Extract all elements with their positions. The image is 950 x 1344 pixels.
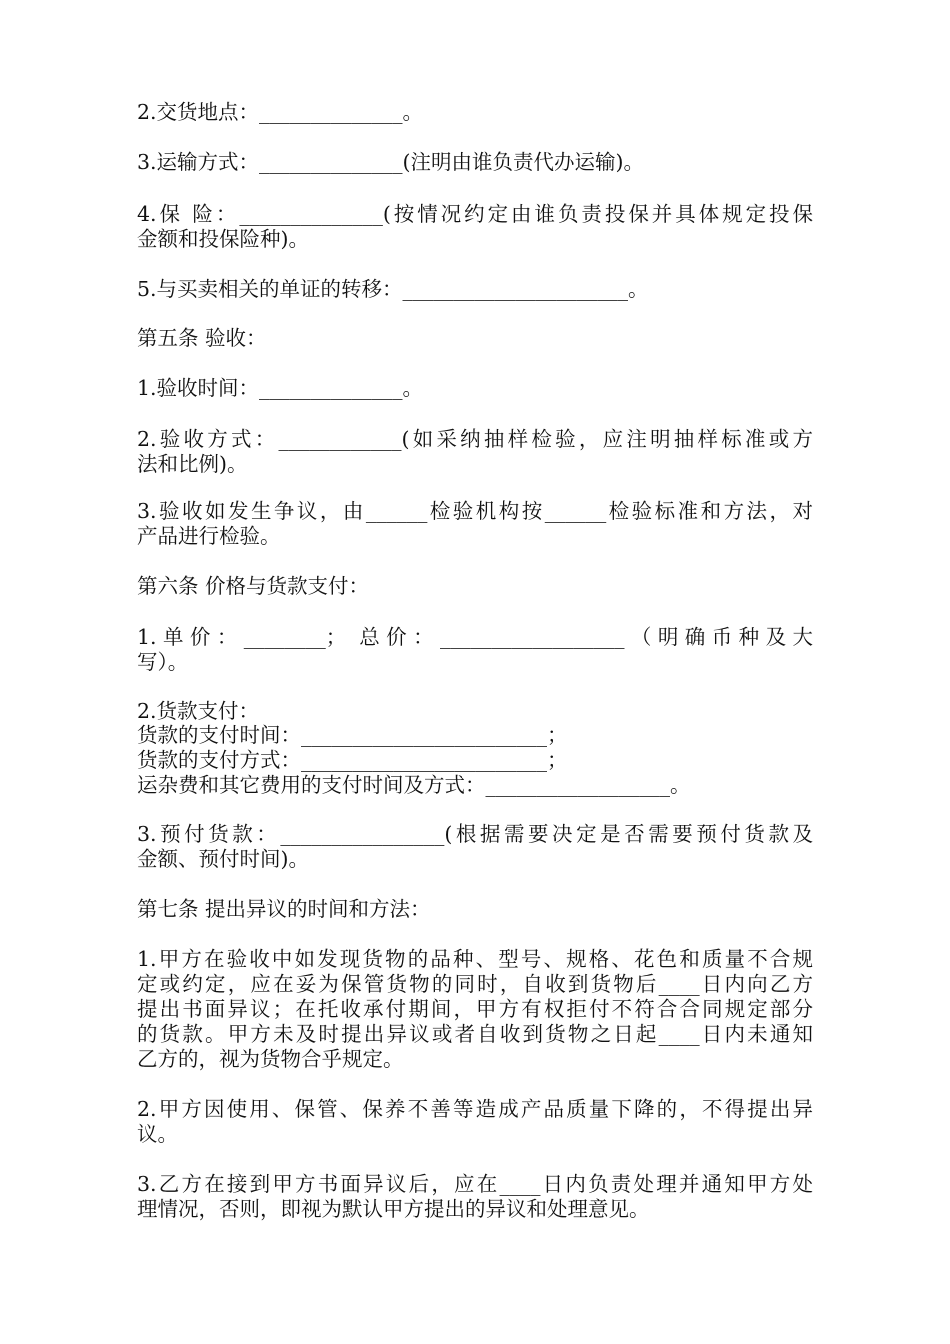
clause-6-item-1-price-line-2: 写）。 xyxy=(137,650,189,674)
clause-4-item-2-delivery-place: 2.交货地点：______________。 xyxy=(137,100,424,124)
clause-5-item-3-dispute-line-1: 3.验收如发生争议，由______检验机构按______检验标准和方法，对 xyxy=(137,499,813,523)
clause-7-item-1-line-5: 乙方的，视为货物合乎规定。 xyxy=(137,1047,404,1071)
clause-4-item-4-insurance-line-2: 金额和投保险种)。 xyxy=(137,227,309,251)
clause-5-item-2-inspection-method-line-2: 法和比例)。 xyxy=(137,452,248,476)
clause-7-item-1-line-1: 1.甲方在验收中如发现货物的品种、型号、规格、花色和质量不合规 xyxy=(137,947,813,971)
clause-6-item-2-other-fees: 运杂费和其它费用的支付时间及方式：__________________。 xyxy=(137,773,691,797)
clause-7-item-1-line-3: 提出书面异议；在托收承付期间，甲方有权拒付不符合合同规定部分 xyxy=(137,997,813,1021)
clause-6-item-2-payment-heading: 2.货款支付： xyxy=(137,699,260,723)
clause-7-item-2-line-1: 2.甲方因使用、保管、保养不善等造成产品质量下降的，不得提出异 xyxy=(137,1097,813,1121)
clause-7-item-1-line-2: 定或约定，应在妥为保管货物的同时，自收到货物后____日内向乙方 xyxy=(137,972,813,996)
clause-5-heading: 第五条 验收： xyxy=(137,326,267,350)
clause-4-item-5-documents-transfer: 5.与买卖相关的单证的转移：______________________。 xyxy=(137,277,649,301)
clause-7-item-3-line-2: 理情况，否则，即视为默认甲方提出的异议和处理意见。 xyxy=(137,1197,650,1221)
clause-5-item-3-dispute-line-2: 产品进行检验。 xyxy=(137,524,281,548)
clause-6-heading: 第六条 价格与货款支付： xyxy=(137,574,370,598)
clause-5-item-1-inspection-time: 1.验收时间：______________。 xyxy=(137,376,424,400)
clause-6-item-2-payment-time: 货款的支付时间：________________________； xyxy=(137,723,568,747)
clause-7-item-3-line-1: 3.乙方在接到甲方书面异议后，应在____日内负责处理并通知甲方处 xyxy=(137,1172,813,1196)
clause-5-item-2-inspection-method-line-1: 2.验收方式：____________(如采纳抽样检验，应注明抽样标准或方 xyxy=(137,427,813,451)
clause-7-item-2-line-2: 议。 xyxy=(137,1122,178,1146)
clause-7-heading: 第七条 提出异议的时间和方法： xyxy=(137,897,431,921)
clause-6-item-3-prepayment-line-2: 金额、预付时间)。 xyxy=(137,847,309,871)
clause-4-item-4-insurance-line-1: 4.保 险：______________(按情况约定由谁负责投保并具体规定投保 xyxy=(137,202,813,226)
clause-4-item-3-transport-method: 3.运输方式：______________(注明由谁负责代办运输)。 xyxy=(137,150,645,174)
clause-6-item-2-payment-method: 货款的支付方式：________________________； xyxy=(137,748,568,772)
clause-6-item-3-prepayment-line-1: 3.预付货款：________________(根据需要决定是否需要预付货款及 xyxy=(137,822,813,846)
clause-6-item-1-price-line-1: 1.单价：________； 总价：__________________（明确币种及大 xyxy=(137,625,813,649)
clause-7-item-1-line-4: 的货款。甲方未及时提出异议或者自收到货物之日起____日内未通知 xyxy=(137,1022,813,1046)
